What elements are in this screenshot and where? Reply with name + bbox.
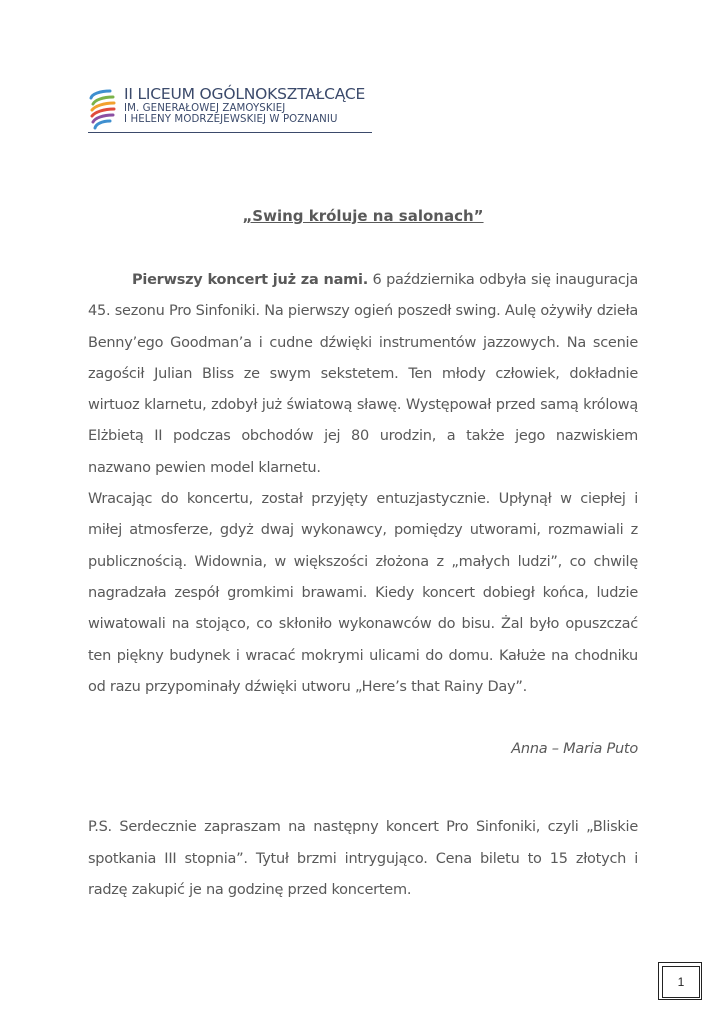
school-header [88,86,372,134]
school-name-line3: I HELENY MODRZEJEWSKIEJ W POZNANIU [124,114,338,126]
article-author: Anna – Maria Puto [511,741,638,758]
school-name-line1: II LICEUM OGÓLNOKSZTAŁCĄCE [124,85,366,103]
article-body [88,265,638,906]
article-paragraph-1 [88,265,638,484]
article-postscript: P.S. Serdecznie zapraszam na następny koncert Pro Sinfoniki, czyli „Bliskie spotkania III stopnia”. Tytuł brzmi intrygująco. Cena biletu to 15 złotych i radzę zakupić je na godzinę przed koncertem. [88,819,638,899]
school-logo-icon [88,88,118,130]
page-number: 1 [662,966,700,998]
page-number-box [658,962,704,1000]
school-name-line2: IM. GENERAŁOWEJ ZAMOYSKIEJ [124,103,286,115]
school-name [124,86,372,125]
article-paragraph-1-text: 6 października odbyła się inauguracja 45. sezonu Pro Sinfoniki. Na pierwszy ogień poszedł swing. Aulę ożywiły dzieła Benny’ego Goodman’a i cudne dźwięki instrumentów jazzowych. Na scenie zagościł Julian Bliss ze swym sekstetem. Ten młody człowiek, dokładnie wirtuoz klarnetu, zdobył już światową sławę. Występował przed samą królową Elżbietą II podczas obchodów jej 80 urodzin, a także jego nazwiskiem nazwano pewien model klarnetu. [88,272,638,476]
article-lead: Pierwszy koncert już za nami. [132,272,368,288]
article-paragraph-2: Wracając do koncertu, został przyjęty entuzjastycznie. Upłynął w ciepłej i miłej atmosferze, gdyż dwaj wykonawcy, pomiędzy utworami, rozmawiali z publicznością. Widownia, w większości złożona z „małych ludzi”, co chwilę nagradzała zespół gromkimi brawami. Kiedy koncert dobiegł końca, ludzie wiwatowali na stojąco, co skłoniło wykonawców do bisu. Żal było opuszczać ten piękny budynek i wracać mokrymi ulicami do domu. Kałuże na chodniku od razu przypominały dźwięki utworu „Here’s that Rainy Day”. [88,491,638,695]
article-title: „Swing króluje na salonach” [242,207,484,225]
header-divider [88,132,372,133]
